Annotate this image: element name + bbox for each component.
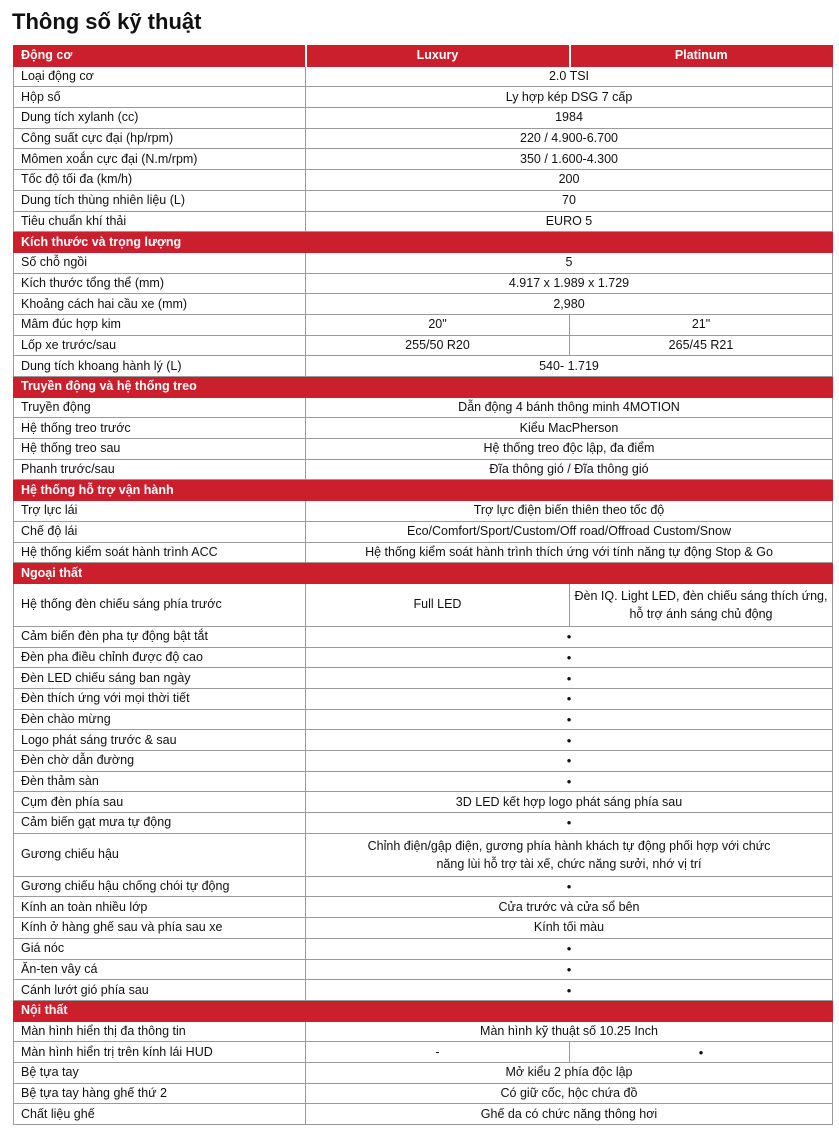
row-label: Gương chiếu hậu chống chói tự động: [14, 876, 306, 897]
row-value: Cửa trước và cửa sổ bên: [306, 897, 833, 918]
table-row: [14, 980, 833, 1001]
table-row: [14, 1062, 833, 1083]
row-label: Kính ở hàng ghế sau và phía sau xe: [14, 918, 306, 939]
table-row: [14, 314, 833, 335]
row-value: •: [306, 771, 833, 792]
row-label: Chất liệu ghế: [14, 1104, 306, 1125]
table-row: [14, 418, 833, 439]
row-value-luxury: 20": [306, 314, 570, 335]
table-row: [14, 66, 833, 87]
table-row: [14, 273, 833, 294]
table-row: [14, 813, 833, 834]
row-value: 70: [306, 190, 833, 211]
row-label: Logo phát sáng trước & sau: [14, 730, 306, 751]
row-value: Màn hình kỹ thuật số 10.25 Inch: [306, 1021, 833, 1042]
table-row: [14, 108, 833, 129]
page-title: Thông số kỹ thuật: [12, 9, 202, 34]
row-label: Tốc độ tối đa (km/h): [14, 170, 306, 191]
table-row: [14, 1104, 833, 1125]
row-value: Kính tối màu: [306, 918, 833, 939]
row-label: Hệ thống treo sau: [14, 439, 306, 460]
table-row: [14, 792, 833, 813]
table-row: [14, 397, 833, 418]
table-row: [14, 1042, 833, 1063]
table-row: [14, 959, 833, 980]
row-value: Ghế da có chức năng thông hơi: [306, 1104, 833, 1125]
row-value: 200: [306, 170, 833, 191]
row-value: 350 / 1.600-4.300: [306, 149, 833, 170]
row-value: 3D LED kết hợp logo phát sáng phía sau: [306, 792, 833, 813]
row-value: •: [306, 959, 833, 980]
row-label: Loại động cơ: [14, 66, 306, 87]
row-value: 2.0 TSI: [306, 66, 833, 87]
row-value: Trợ lực điện biến thiên theo tốc độ: [306, 501, 833, 522]
row-label: Chế độ lái: [14, 521, 306, 542]
row-value: Dẫn động 4 bánh thông minh 4MOTION: [306, 397, 833, 418]
row-value-platinum: 265/45 R21: [570, 335, 833, 356]
section-title: Động cơ: [14, 46, 306, 67]
row-value: Chỉnh điện/gập điện, gương phía hành khách tự động phối hợp với chức năng lùi hỗ trợ tài xế, chức năng sưởi, nhớ vị trí: [306, 833, 833, 876]
column-header-platinum: Platinum: [570, 46, 833, 67]
row-label: Cảm biến đèn pha tự động bật tắt: [14, 626, 306, 647]
row-label: Lốp xe trước/sau: [14, 335, 306, 356]
table-row: [14, 521, 833, 542]
table-row: [14, 647, 833, 668]
row-value: 1984: [306, 108, 833, 129]
row-label: Ăn-ten vây cá: [14, 959, 306, 980]
row-label: Đèn pha điều chỉnh được độ cao: [14, 647, 306, 668]
row-value-luxury: -: [306, 1042, 570, 1063]
row-value-luxury: Full LED: [306, 583, 570, 626]
row-value: Eco/Comfort/Sport/Custom/Off road/Offroad Custom/Snow: [306, 521, 833, 542]
row-value: 4.917 x 1.989 x 1.729: [306, 273, 833, 294]
row-label: Khoảng cách hai cầu xe (mm): [14, 294, 306, 315]
table-row: [14, 128, 833, 149]
row-label: Bệ tựa tay hàng ghế thứ 2: [14, 1083, 306, 1104]
table-row: [14, 356, 833, 377]
table-row: [14, 833, 833, 876]
section-header-drivetrain: [14, 377, 833, 398]
row-value: 5: [306, 252, 833, 273]
table-row: [14, 751, 833, 772]
row-label: Trợ lực lái: [14, 501, 306, 522]
table-row: [14, 335, 833, 356]
table-row: [14, 668, 833, 689]
section-header-driving-assist: [14, 480, 833, 501]
row-label: Mômen xoắn cực đại (N.m/rpm): [14, 149, 306, 170]
row-value: Có giữ cốc, hộc chứa đồ: [306, 1083, 833, 1104]
table-row: [14, 439, 833, 460]
row-value: •: [306, 938, 833, 959]
row-label: Màn hình hiển trị trên kính lái HUD: [14, 1042, 306, 1063]
row-label: Cánh lướt gió phía sau: [14, 980, 306, 1001]
row-label: Kích thước tổng thể (mm): [14, 273, 306, 294]
spec-table: [13, 45, 833, 1125]
table-row: [14, 876, 833, 897]
table-row: [14, 149, 833, 170]
section-header-exterior: [14, 563, 833, 584]
row-label: Hệ thống treo trước: [14, 418, 306, 439]
row-label: Mâm đúc hợp kim: [14, 314, 306, 335]
row-label: Bệ tựa tay: [14, 1062, 306, 1083]
table-row: [14, 730, 833, 751]
row-value: Đĩa thông gió / Đĩa thông gió: [306, 459, 833, 480]
row-label: Truyền động: [14, 397, 306, 418]
row-value-platinum: Đèn IQ. Light LED, đèn chiếu sáng thích ứng, hỗ trợ ánh sáng chủ động: [570, 583, 833, 626]
section-title: Truyền động và hệ thống treo: [14, 377, 833, 398]
section-header-engine: [14, 46, 833, 67]
row-label: Đèn LED chiếu sáng ban ngày: [14, 668, 306, 689]
row-value: Mở kiểu 2 phía độc lập: [306, 1062, 833, 1083]
row-value: Ly hợp kép DSG 7 cấp: [306, 87, 833, 108]
row-label: Dung tích xylanh (cc): [14, 108, 306, 129]
row-value: Hệ thống kiểm soát hành trình thích ứng với tính năng tự động Stop & Go: [306, 542, 833, 563]
table-row: [14, 918, 833, 939]
column-header-luxury: Luxury: [306, 46, 570, 67]
row-value: •: [306, 688, 833, 709]
table-row: [14, 897, 833, 918]
row-label: Màn hình hiển thị đa thông tin: [14, 1021, 306, 1042]
row-label: Tiêu chuẩn khí thải: [14, 211, 306, 232]
row-value-platinum: •: [570, 1042, 833, 1063]
row-label: Đèn thích ứng với mọi thời tiết: [14, 688, 306, 709]
table-row: [14, 170, 833, 191]
row-value: •: [306, 668, 833, 689]
row-value: •: [306, 876, 833, 897]
section-header-dimensions: [14, 232, 833, 253]
table-row: [14, 87, 833, 108]
section-header-interior: [14, 1000, 833, 1021]
section-title: Nội thất: [14, 1000, 833, 1021]
row-label: Số chỗ ngồi: [14, 252, 306, 273]
row-value: Kiểu MacPherson: [306, 418, 833, 439]
row-value: •: [306, 709, 833, 730]
row-value: •: [306, 980, 833, 1001]
row-value: •: [306, 647, 833, 668]
section-title: Kích thước và trọng lượng: [14, 232, 833, 253]
table-row: [14, 542, 833, 563]
row-label: Dung tích thùng nhiên liệu (L): [14, 190, 306, 211]
table-row: [14, 190, 833, 211]
row-value: •: [306, 813, 833, 834]
row-label: Kính an toàn nhiều lớp: [14, 897, 306, 918]
row-label: Cảm biến gạt mưa tự động: [14, 813, 306, 834]
row-label: Công suất cực đại (hp/rpm): [14, 128, 306, 149]
row-value: •: [306, 730, 833, 751]
table-row: [14, 583, 833, 626]
row-value-platinum: 21": [570, 314, 833, 335]
row-label: Phanh trước/sau: [14, 459, 306, 480]
table-row: [14, 771, 833, 792]
row-value: •: [306, 751, 833, 772]
table-row: [14, 626, 833, 647]
row-label: Hệ thống đèn chiếu sáng phía trước: [14, 583, 306, 626]
table-row: [14, 501, 833, 522]
table-row: [14, 938, 833, 959]
row-value: Hệ thống treo độc lập, đa điểm: [306, 439, 833, 460]
table-row: [14, 688, 833, 709]
row-label: Đèn chờ dẫn đường: [14, 751, 306, 772]
row-label: Cụm đèn phía sau: [14, 792, 306, 813]
row-label: Hộp số: [14, 87, 306, 108]
row-value: •: [306, 626, 833, 647]
row-label: Hệ thống kiểm soát hành trình ACC: [14, 542, 306, 563]
row-label: Đèn chào mừng: [14, 709, 306, 730]
table-row: [14, 709, 833, 730]
table-row: [14, 1083, 833, 1104]
table-row: [14, 459, 833, 480]
row-value: EURO 5: [306, 211, 833, 232]
section-title: Ngoại thất: [14, 563, 833, 584]
table-row: [14, 211, 833, 232]
row-value: 220 / 4.900-6.700: [306, 128, 833, 149]
row-value-luxury: 255/50 R20: [306, 335, 570, 356]
row-label: Đèn thảm sàn: [14, 771, 306, 792]
table-row: [14, 294, 833, 315]
row-label: Dung tích khoang hành lý (L): [14, 356, 306, 377]
row-label: Gương chiếu hậu: [14, 833, 306, 876]
row-label: Giá nóc: [14, 938, 306, 959]
table-row: [14, 252, 833, 273]
row-value: 540- 1.719: [306, 356, 833, 377]
table-row: [14, 1021, 833, 1042]
row-value: 2,980: [306, 294, 833, 315]
section-title: Hệ thống hỗ trợ vận hành: [14, 480, 833, 501]
